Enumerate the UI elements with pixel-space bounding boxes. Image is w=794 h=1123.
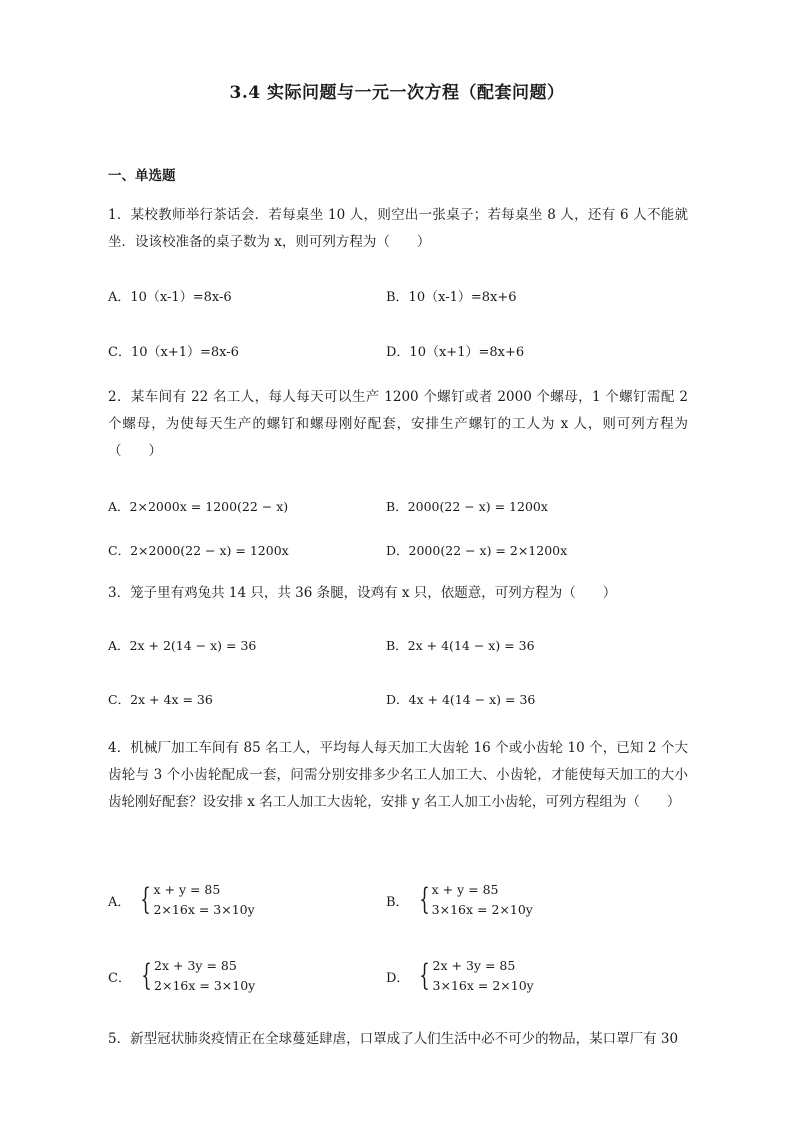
q4-option-b <box>386 880 533 920</box>
q4-option-c <box>108 956 255 996</box>
section-heading: 一、单选题 <box>108 168 176 184</box>
q4-option-a-eq1: x + y = 85 <box>153 882 221 897</box>
q2-option-c: C．2×2000(22 − x) = 1200x <box>108 543 289 558</box>
q4-option-d <box>386 956 534 996</box>
q4-option-d-system <box>415 956 533 996</box>
q3-option-b: B．2x + 4(14 − x) = 36 <box>386 638 535 653</box>
q4-option-d-eq2: 3×16x = 2×10y <box>432 978 534 993</box>
q4-option-b-system <box>415 880 533 920</box>
question-1-text: 1．某校教师举行茶话会．若每桌坐 10 人，则空出一张桌子；若每桌坐 8 人，还有 6 人不能就坐．设该校准备的桌子数为 x，则可列方程为（ ） <box>108 207 688 250</box>
q4-option-d-eq1: 2x + 3y = 85 <box>432 958 516 973</box>
q4-option-d-label: D． <box>386 970 410 986</box>
q2-option-b: B．2000(22 − x) = 1200x <box>386 499 548 514</box>
q4-option-a-eq2: 2×16x = 3×10y <box>153 902 255 917</box>
q4-option-a <box>108 880 255 920</box>
q4-option-a-system <box>136 880 254 920</box>
q4-option-c-eq1: 2x + 3y = 85 <box>154 958 237 973</box>
question-4-text: 4．机械厂加工车间有 85 名工人，平均每人每天加工大齿轮 16 个或小齿轮 10 个，已知 2 个大齿轮与 3 个小齿轮配成一套，问需分别安排多少名工人加工大、小齿轮，才能使每天加工的大小齿轮刚好配套？设安排 x 名工人加工大齿轮，安排 y 名工人加工小齿轮，可列方程组为（ ） <box>108 740 688 810</box>
q4-option-c-eq2: 2×16x = 3×10y <box>154 978 256 993</box>
q3-option-d: D．4x + 4(14 − x) = 36 <box>386 692 536 707</box>
q4-option-b-eq1: x + y = 85 <box>431 882 499 897</box>
brace-icon: { <box>418 882 430 917</box>
q3-option-a: A．2x + 2(14 − x) = 36 <box>108 638 257 653</box>
q4-option-b-label: B． <box>386 894 409 910</box>
page-title: 3.4 实际问题与一元一次方程（配套问题） <box>229 83 565 103</box>
q4-option-c-label: C． <box>108 970 131 986</box>
brace-icon: { <box>141 958 152 993</box>
q1-option-a: A．10（x-1）=8x-6 <box>108 290 232 305</box>
q2-option-a: A．2×2000x = 1200(22 − x) <box>108 499 289 514</box>
brace-icon: { <box>419 958 431 993</box>
question-2-text: 2．某车间有 22 名工人，每人每天可以生产 1200 个螺钉或者 2000 个螺母，1 个螺钉需配 2 个螺母，为使每天生产的螺钉和螺母刚好配套，安排生产螺钉的工人为 x 人，则可列方程为（ ） <box>108 389 688 459</box>
question-5-text: 5．新型冠状肺炎疫情正在全球蔓延肆虐，口罩成了人们生活中必不可少的物品，某口罩厂有 30 <box>108 1031 679 1047</box>
q4-option-c-system <box>137 956 255 996</box>
q1-option-d: D．10（x+1）=8x+6 <box>386 345 525 360</box>
q1-option-c: C．10（x+1）=8x-6 <box>108 345 239 360</box>
brace-icon: { <box>140 882 152 917</box>
q4-option-b-eq2: 3×16x = 2×10y <box>431 902 533 917</box>
q3-option-c: C．2x + 4x = 36 <box>108 692 213 707</box>
question-3-text: 3．笼子里有鸡兔共 14 只，共 36 条腿，设鸡有 x 只，依题意，可列方程为（ ） <box>108 585 617 601</box>
q4-option-a-label: A． <box>108 894 131 910</box>
q1-option-b: B．10（x-1）=8x+6 <box>386 290 517 305</box>
q2-option-d: D．2000(22 − x) = 2×1200x <box>386 543 568 558</box>
